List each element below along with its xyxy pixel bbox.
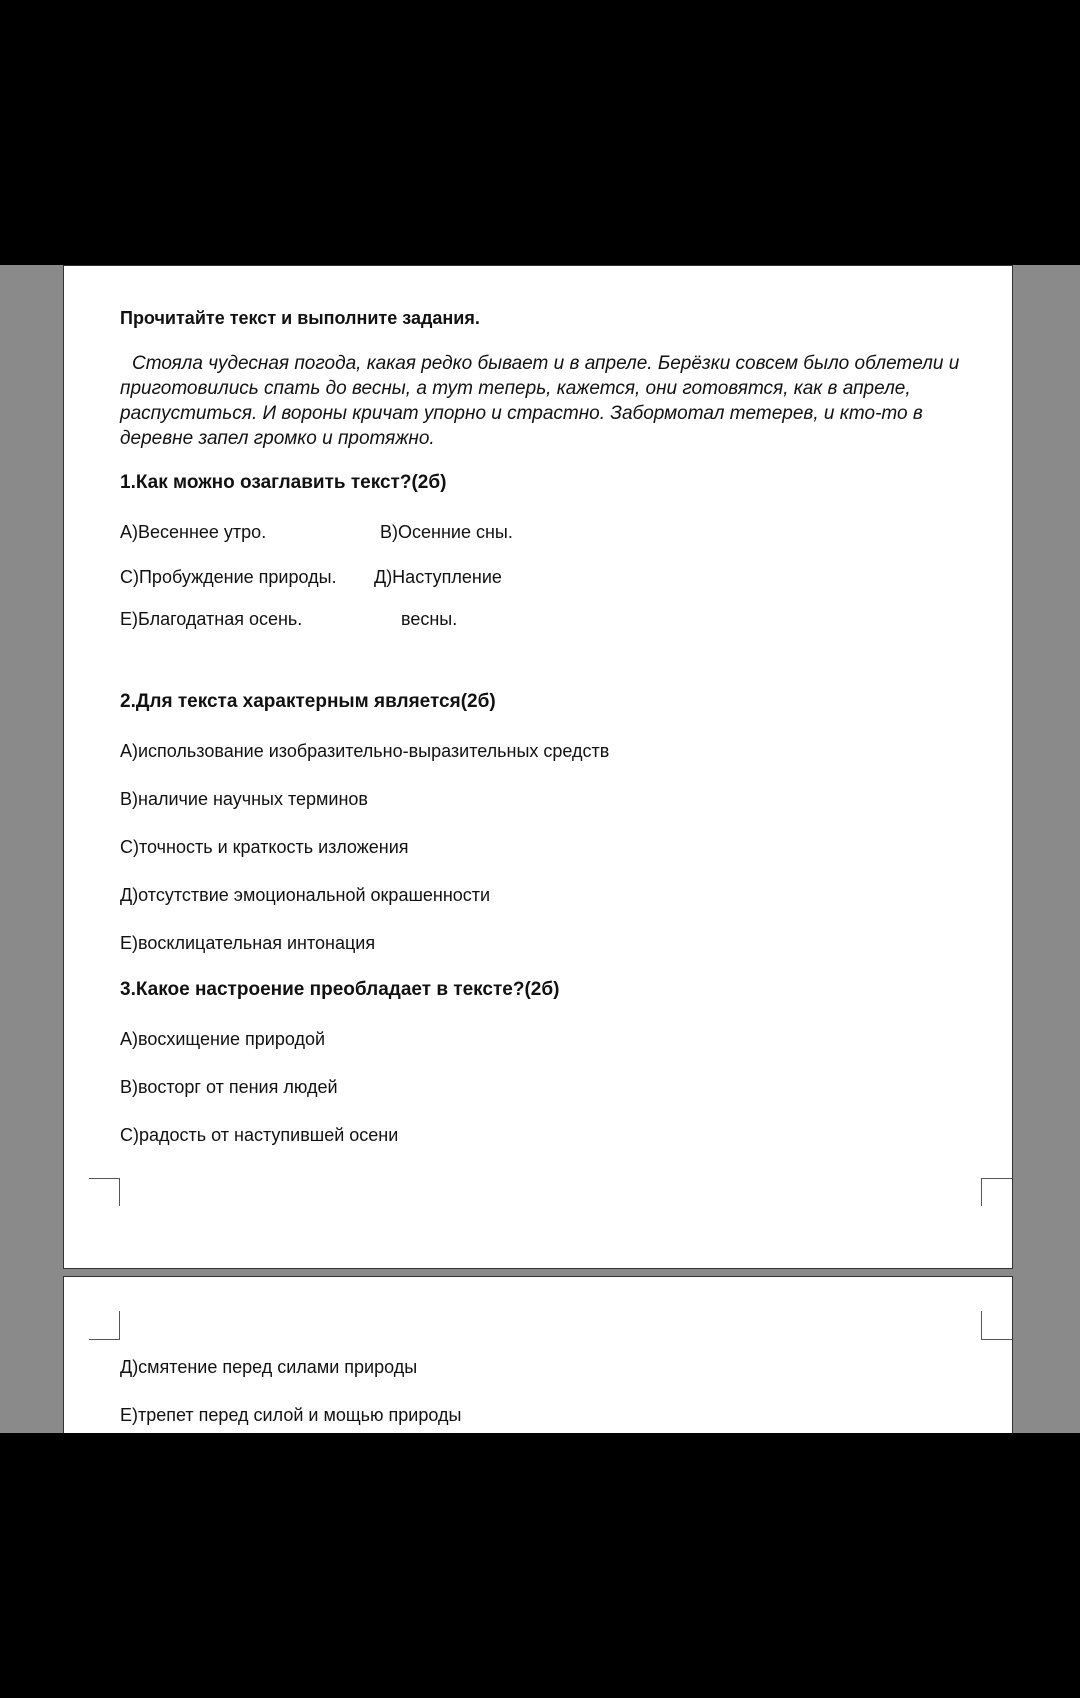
q3-option-b: В)восторг от пения людей: [120, 1077, 338, 1097]
q1-option-d-line2: весны.: [401, 609, 458, 629]
q2-option-c: С)точность и краткость изложения: [120, 837, 409, 857]
q3-option-d: Д)смятение перед силами природы: [120, 1357, 418, 1377]
q3-option-a: А)восхищение природой: [120, 1029, 326, 1049]
crop-mark-bottom-left: [89, 1178, 120, 1206]
crop-mark-top-left: [89, 1311, 120, 1340]
q2-option-b: В)наличие научных терминов: [120, 789, 368, 809]
q2-option-d: Д)отсутствие эмоциональной окрашенности: [120, 885, 491, 905]
q1-option-e: Е)Благодатная осень.: [120, 609, 303, 629]
q1-option-c: С)Пробуждение природы.: [120, 567, 337, 587]
question-3: 3.Какое настроение преобладает в тексте?(2б): [120, 979, 560, 1000]
crop-mark-bottom-right: [981, 1178, 1012, 1206]
document-viewer-background: [0, 265, 1080, 1433]
document-page-2: [63, 1276, 1013, 1433]
crop-mark-top-right: [981, 1311, 1012, 1340]
q1-option-b: В)Осенние сны.: [380, 522, 513, 542]
reading-passage: Стояла чудесная погода, какая редко бывает и в апреле. Берёзки совсем было облетели и приготовились спать до весны, а тут теперь, кажется, они готовятся, как в апреле, распуститься. И вороны кричат упорно и страстно. Забормотал тетерев, и кто-то в деревне запел громко и протяжно.: [120, 353, 960, 449]
q3-option-c: С)радость от наступившей осени: [120, 1125, 399, 1145]
question-2: 2.Для текста характерным является(2б): [120, 691, 496, 712]
question-1: 1.Как можно озаглавить текст?(2б): [120, 472, 447, 493]
q1-option-d-line1: Д)Наступление: [374, 567, 502, 587]
instruction-text: Прочитайте текст и выполните задания.: [120, 308, 480, 328]
q1-option-a: А)Весеннее утро.: [120, 522, 267, 542]
document-page-1: [63, 265, 1013, 1269]
q2-option-e: Е)восклицательная интонация: [120, 933, 376, 953]
q3-option-e: Е)трепет перед силой и мощью природы: [120, 1405, 462, 1425]
q2-option-a: А)использование изобразительно-выразительных средств: [120, 741, 610, 761]
